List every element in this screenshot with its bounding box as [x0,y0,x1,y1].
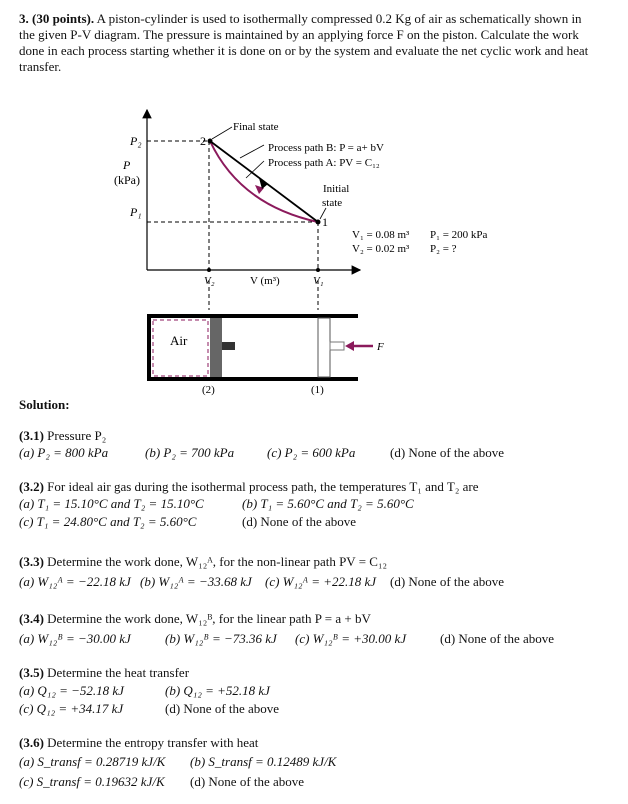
air-label: Air [170,333,188,348]
option-c[interactable]: (c) W₁₂ᴮ = +30.00 kJ [295,631,407,646]
x-axis-label: V (m³) [250,275,280,287]
option-b[interactable]: (b) P₂ = 700 kPa [145,445,235,460]
force-label: F [377,341,384,353]
option-c[interactable]: (c) P₂ = 600 kPa [267,445,356,460]
problem-number: 3. (30 points). [19,11,95,26]
question-3-2: (3.2) For ideal air gas during the isothermal process path, the temperatures T₁ and T₂ are [19,479,479,494]
path-a-label: Process path A: PV = C₁₂ [268,157,380,169]
option-a[interactable]: (a) Q₁₂ = −52.18 kJ [19,683,124,698]
option-b[interactable]: (b) W₁₂ᴮ = −73.36 kJ [165,631,277,646]
option-b[interactable]: (b) T₁ = 5.60°C and T₂ = 5.60°C [242,496,414,511]
initial-state-label-1: Initial [323,183,350,195]
y-axis-unit: (kPa) [114,173,140,187]
option-a[interactable]: (a) S_transf = 0.28719 kJ/K [19,754,166,769]
y-axis-label: P [123,158,131,172]
option-b[interactable]: (b) W₁₂ᴬ = −33.68 kJ [140,574,252,589]
option-c[interactable]: (c) T₁ = 24.80°C and T₂ = 5.60°C [19,514,197,529]
v2-value: V₂ = 0.02 m³ [352,243,410,255]
piston-final [210,318,222,377]
option-b[interactable]: (b) Q₁₂ = +52.18 kJ [165,683,270,698]
option-c[interactable]: (c) S_transf = 0.19632 kJ/K [19,774,165,789]
option-d[interactable]: (d) None of the above [165,701,280,716]
point-1-label: 1 [322,215,328,229]
state-1-label: (1) [311,384,324,396]
option-d[interactable]: (d) None of the above [390,574,505,589]
final-state-label: Final state [233,121,279,133]
v2-tick: V₂ [204,275,215,287]
problem-text: A piston-cylinder is used to isothermally compressed 0.2 Kg of air as schematically shown in the given P-V diagram. The pressure is maintained by an applying force F on the piston. Calculate the work done in each process starting whether it is done on or by the system and evaluate the net cyclic work and heat transfer. [19,11,589,74]
option-d[interactable]: (d) None of the above [440,631,555,646]
point-2-label: 2 [200,134,206,148]
state-2-label: (2) [202,384,215,396]
point-2 [208,139,213,144]
pv-diagram [0,100,628,400]
question-3-3: (3.3) Determine the work done, W₁₂ᴬ, for the non-linear path PV = C₁₂ [19,554,388,569]
option-a[interactable]: (a) P₂ = 800 kPa [19,445,109,460]
solution-heading: Solution: [19,397,70,412]
path-b-label: Process path B: P = a+ bV [268,142,384,154]
air-region [153,320,208,376]
piston-initial [318,318,330,377]
point-1 [316,220,321,225]
option-d[interactable]: (d) None of the above [190,774,305,789]
option-d[interactable]: (d) None of the above [242,514,357,529]
option-a[interactable]: (a) W₁₂ᴮ = −30.00 kJ [19,631,131,646]
question-3-6: (3.6) Determine the entropy transfer with heat [19,735,259,750]
initial-state-label-2: state [322,197,343,209]
option-d[interactable]: (d) None of the above [390,445,505,460]
option-a[interactable]: (a) W₁₂ᴬ = −22.18 kJ [19,574,131,589]
p1-value: P₁ = 200 kPa [430,229,488,241]
p2-value: P₂ = ? [430,243,457,255]
question-3-5: (3.5) Determine the heat transfer [19,665,190,680]
p2-tick: P₂ [130,134,142,148]
option-a[interactable]: (a) T₁ = 15.10°C and T₂ = 15.10°C [19,496,204,511]
option-c[interactable]: (c) W₁₂ᴬ = +22.18 kJ [265,574,377,589]
option-b[interactable]: (b) S_transf = 0.12489 kJ/K [190,754,337,769]
option-c[interactable]: (c) Q₁₂ = +34.17 kJ [19,701,124,716]
question-3-1: (3.1) Pressure P₂ [19,428,107,443]
v1-value: V₁ = 0.08 m³ [352,229,410,241]
problem-statement [19,11,599,75]
question-3-4: (3.4) Determine the work done, W₁₂ᴮ, for the linear path P = a + bV [19,611,371,626]
v1-tick: V₁ [313,275,324,287]
p1-tick: P₁ [130,205,142,219]
